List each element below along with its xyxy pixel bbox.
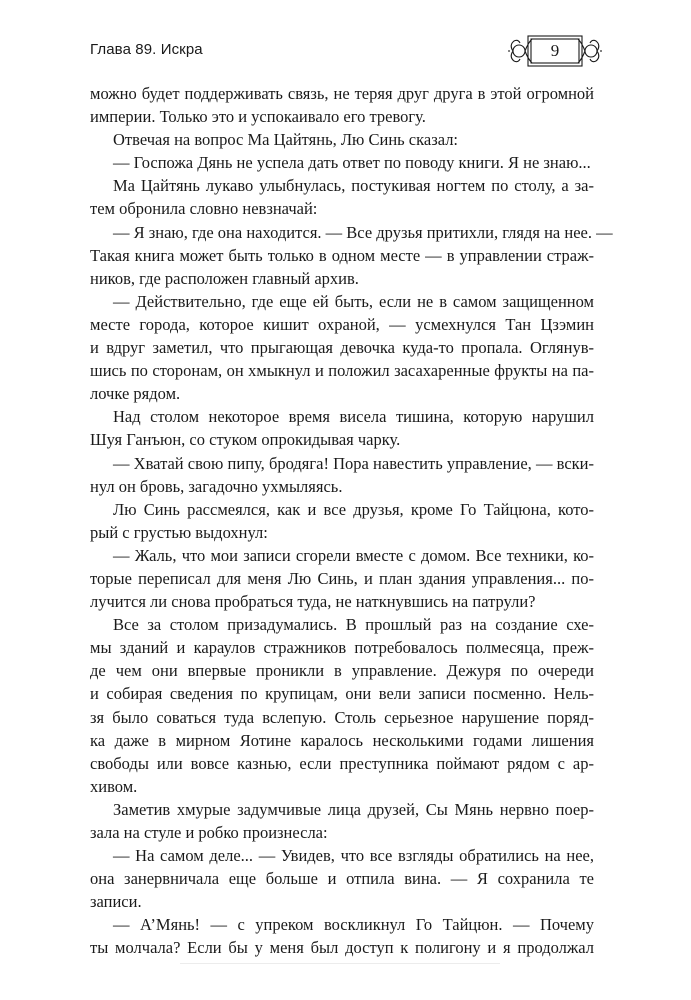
page-number-frame — [508, 32, 602, 70]
text-line: Все за столом призадумались. В прошлый раз на создание схе- — [113, 615, 594, 635]
text-line: хивом. — [90, 776, 138, 796]
text-line: ников, где расположен главный архив. — [90, 268, 359, 288]
text-line: зала на стуле и робко произнесла: — [90, 823, 328, 842]
text-line: шись по сторонам, он хмыкнул и положил засахаренные фрукты на па- — [90, 361, 594, 381]
text-line: и собирая сведения по крупицам, они вели записи посменно. Нель- — [90, 684, 594, 704]
text-line: свободы или вовсе казнью, если преступника поймают рядом с ар- — [90, 753, 594, 773]
text-line: — Я знаю, где она находится. — Все друзья притихли, глядя на нее. — — [113, 222, 613, 242]
text-line: — На самом деле... — Увидев, что все взгляды обратились на нее, — [113, 846, 594, 866]
text-line: зя было соваться туда вслепую. Столь серьезное нарушение поряд- — [90, 707, 594, 727]
text-line: можно будет поддерживать связь, не теряя друг друга в этой огромной — [90, 84, 594, 103]
text-line: мы зданий и караулов стражников потребовалось полмесяца, преж- — [90, 638, 594, 658]
text-line: ты молчала? Если бы у меня был доступ к полигону и я продолжал — [90, 938, 594, 958]
text-line: записи. — [90, 892, 142, 912]
text-line: империи. Только это и успокаивало его тревогу. — [90, 107, 426, 127]
text-line: — Жаль, что мои записи сгорели вместе с домом. Все техники, ко- — [113, 545, 594, 565]
text-line: лочке рядом. — [90, 384, 181, 404]
text-line: Над столом некоторое время висела тишина, которую нарушил — [113, 407, 594, 427]
text-line: рый с грустью выдохнул: — [90, 522, 268, 542]
text-line: тем обронила словно невзначай: — [90, 199, 318, 219]
text-line: де чем они впервые проникли в управление. Дежуря по очереди — [90, 661, 594, 681]
text-line: Лю Синь рассмеялся, как и все друзья, кроме Го Тайцюна, кото- — [113, 499, 594, 519]
text-line: ка даже в мирном Яотине каралось несколькими годами лишения — [90, 730, 594, 750]
footer-rule — [180, 963, 500, 964]
text-line: торые переписал для меня Лю Синь, и план здания управления... по- — [90, 568, 594, 588]
text-line: Ма Цайтянь лукаво улыбнулась, постукивая ногтем по столу, а за- — [113, 176, 594, 196]
text-line: Шуя Ганъюн, со стуком опрокидывая чарку. — [90, 430, 401, 450]
text-line: Отвечая на вопрос Ма Цайтянь, Лю Синь сказал: — [113, 130, 459, 150]
text-line: лучится ли снова пробраться туда, не наткнувшись на патрули? — [90, 592, 536, 612]
text-line: нул он бровь, загадочно ухмыляясь. — [90, 476, 343, 496]
page-number: 9 — [550, 41, 560, 60]
text-line: — Госпожа Дянь не успела дать ответ по поводу книги. Я не знаю... — [113, 153, 591, 173]
text-line: Такая книга может быть только в одном месте — в управлении страж- — [90, 245, 594, 265]
text-line: — А’Мянь! — с упреком воскликнул Го Тайцюн. — Почему — [113, 915, 594, 935]
page-header — [0, 0, 691, 80]
text-line: Заметив хмурые задумчивые лица друзей, Сы Мянь нервно поер- — [113, 799, 594, 819]
running-title: Глава 89. Искра — [90, 41, 203, 58]
text-line: и вдруг заметил, что прыгающая девочка куда-то пропала. Оглянув- — [90, 338, 594, 358]
text-line: — Действительно, где еще ей быть, если не в самом защищенном — [113, 291, 594, 311]
body-text — [90, 82, 613, 960]
text-line: месте города, которое кишит охраной, — усмехнулся Тан Цзэмин — [90, 314, 594, 334]
text-line: — Хватай свою пипу, бродяга! Пора навестить управление, — вски- — [113, 453, 594, 473]
text-line: она занервничала еще больше и отпила вина. — Я сохранила те — [90, 869, 594, 889]
